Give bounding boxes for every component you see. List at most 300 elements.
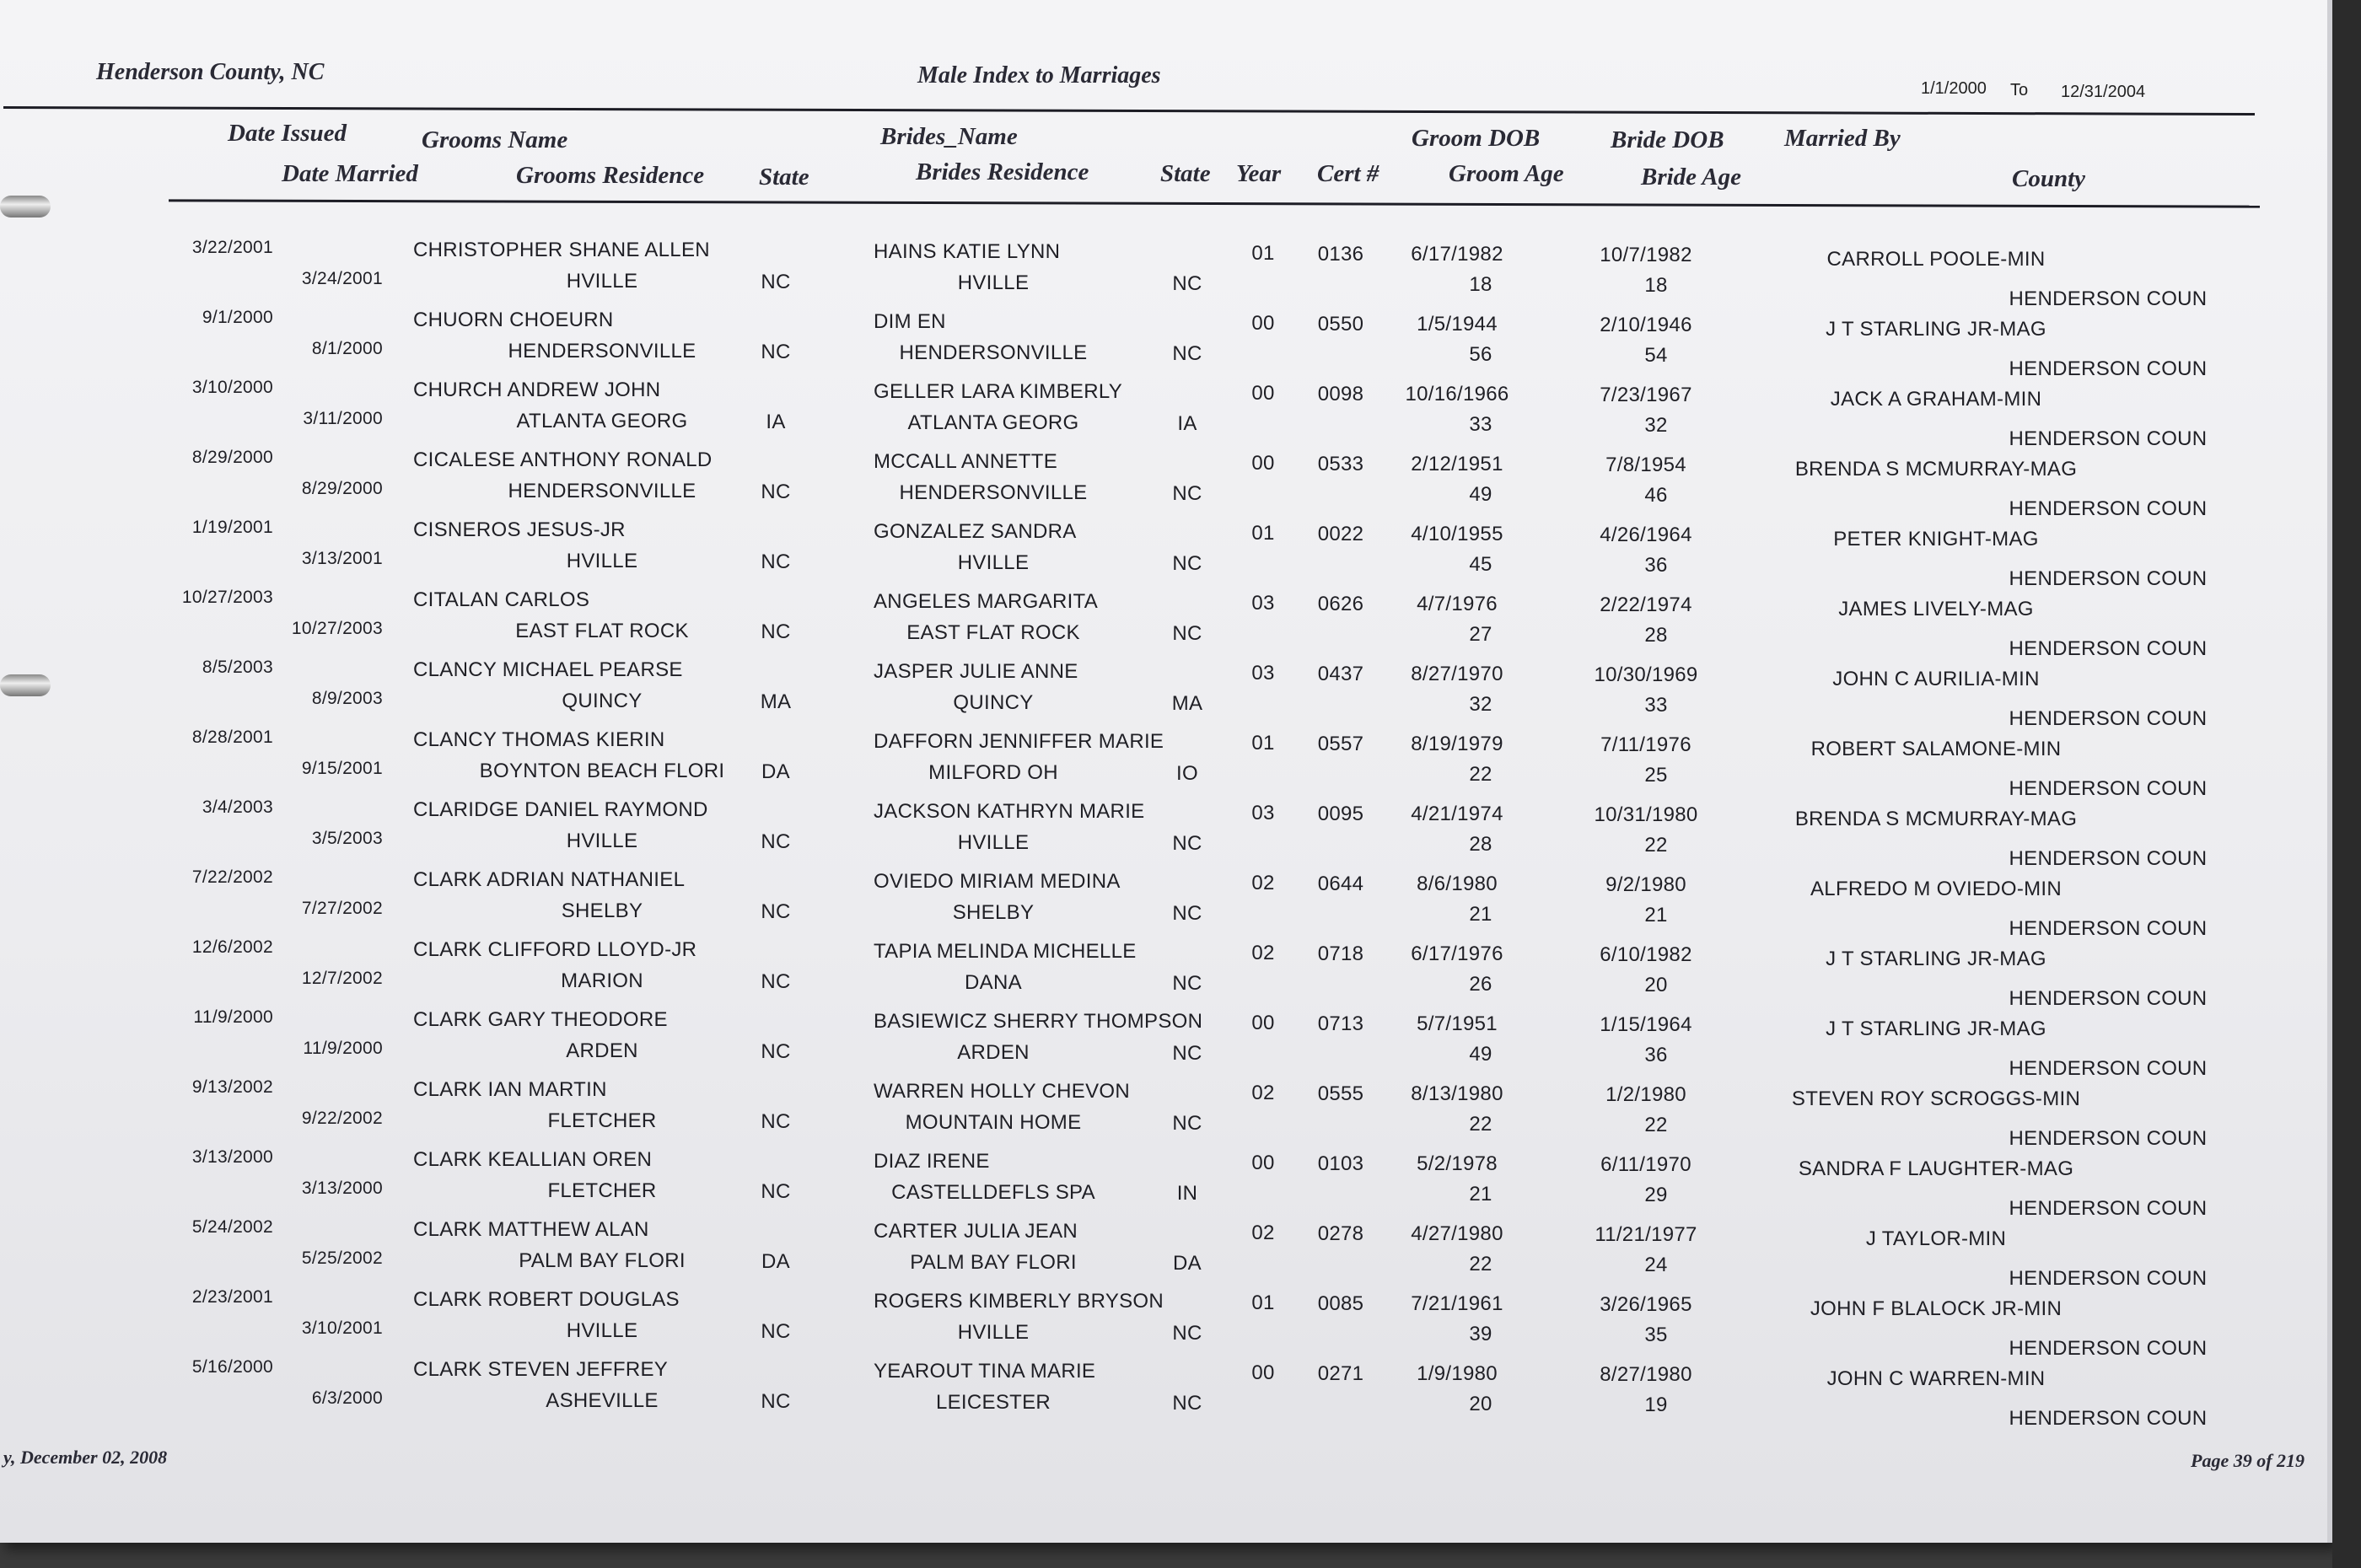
bride-residence: QUINCY [953,690,1034,714]
col-groom-dob: Groom DOB [1412,125,1541,152]
col-married-by: Married By [1784,125,1901,152]
date-issued: 5/16/2000 [191,1357,273,1377]
date-issued: 12/6/2002 [191,937,273,958]
groom-residence: ASHEVILLE [546,1389,659,1413]
bride-name: YEAROUT TINA MARIE [874,1360,1096,1383]
groom-dob: 4/7/1976 [1417,593,1498,616]
bride-age: 18 [1644,274,1668,298]
bride-state: NC [1172,621,1202,645]
bride-residence: HVILLE [957,1320,1030,1344]
bride-name: ANGELES MARGARITA [874,590,1099,614]
bride-residence: HENDERSONVILLE [899,341,1088,364]
groom-state: DA [761,1249,790,1273]
footer-page-number: Page 39 of 219 [2191,1450,2305,1471]
bride-name: JASPER JULIE ANNE [874,660,1078,684]
groom-residence: QUINCY [562,690,643,713]
date-issued: 8/5/2003 [202,658,273,678]
groom-dob: 8/13/1980 [1411,1082,1503,1106]
bride-dob: 8/27/1980 [1600,1363,1692,1386]
bride-name: WARREN HOLLY CHEVON [874,1080,1130,1104]
bride-age: 21 [1644,904,1668,927]
county: HENDERSON COUN [2009,567,2208,591]
year: 01 [1251,522,1275,545]
bride-dob: 7/11/1976 [1600,733,1691,756]
bride-dob: 9/2/1980 [1605,873,1686,896]
groom-state: NC [761,1389,791,1413]
groom-age: 39 [1469,1323,1492,1346]
groom-age: 49 [1469,483,1492,507]
groom-residence: HVILLE [566,830,638,853]
married-by: J T STARLING JR-MAG [1826,948,2046,971]
bride-residence: HENDERSONVILLE [899,481,1088,504]
groom-name: CLARK CLIFFORD LLOYD-JR [413,938,697,962]
bride-name: OVIEDO MIRIAM MEDINA [874,870,1121,894]
married-by: ROBERT SALAMONE-MIN [1810,738,2062,761]
cert-number: 0085 [1317,1291,1364,1315]
bride-state: NC [1172,481,1202,505]
groom-residence: SHELBY [561,899,643,923]
groom-state: NC [761,620,791,643]
col-bride-state: State [1160,160,1211,187]
bride-name: MCCALL ANNETTE [874,450,1058,474]
groom-state: NC [761,1179,791,1203]
date-issued: 8/29/2000 [191,448,273,468]
date-issued: 1/19/2001 [191,518,273,538]
year: 02 [1251,942,1275,965]
county: HENDERSON COUN [2009,497,2208,521]
col-grooms-name: Grooms Name [422,126,568,153]
groom-age: 22 [1469,1113,1492,1136]
groom-state: DA [761,760,790,783]
groom-residence: ARDEN [566,1039,638,1063]
married-by: JOHN C AURILIA-MIN [1832,668,2040,691]
groom-state: NC [761,480,791,503]
county: HENDERSON COUN [2009,427,2208,451]
groom-name: CLANCY THOMAS KIERIN [413,728,665,752]
married-by: J T STARLING JR-MAG [1826,318,2046,341]
bride-name: HAINS KATIE LYNN [874,240,1061,264]
married-by: JACK A GRAHAM-MIN [1830,388,2042,411]
bride-residence: ATLANTA GEORG [907,411,1079,434]
groom-dob: 7/21/1961 [1411,1292,1503,1316]
bride-dob: 10/31/1980 [1594,803,1698,826]
bride-state: IN [1176,1181,1198,1205]
cert-number: 0103 [1317,1152,1364,1175]
cert-number: 0098 [1317,382,1364,405]
col-cert: Cert # [1317,160,1379,187]
bride-state: IO [1176,761,1198,785]
bride-residence: MOUNTAIN HOME [905,1110,1082,1134]
bride-residence: EAST FLAT ROCK [906,620,1080,644]
year: 01 [1251,732,1275,755]
bride-state: IA [1177,411,1197,435]
date-married: 8/9/2003 [311,689,383,709]
bride-name: GELLER LARA KIMBERLY [874,380,1123,404]
groom-age: 21 [1469,903,1492,926]
year: 02 [1251,872,1275,895]
bride-state: NC [1172,831,1202,855]
groom-state: MA [760,690,792,713]
bride-dob: 1/15/1964 [1600,1013,1692,1036]
groom-residence: MARION [561,969,643,993]
bride-age: 25 [1644,764,1668,787]
date-married: 10/27/2003 [291,619,383,639]
groom-age: 18 [1469,273,1492,297]
date-married: 5/25/2002 [301,1248,383,1269]
date-married: 3/11/2000 [303,409,383,429]
bride-dob: 2/10/1946 [1600,314,1692,336]
bride-age: 24 [1644,1254,1668,1277]
married-by: JOHN C WARREN-MIN [1826,1367,2046,1391]
bride-name: CARTER JULIA JEAN [874,1220,1078,1243]
binder-ring [0,674,51,696]
bride-age: 20 [1644,974,1668,997]
groom-state: IA [766,410,786,433]
report-title: Male Index to Marriages [917,62,1161,89]
county: HENDERSON COUN [2009,707,2208,731]
groom-dob: 8/27/1970 [1411,663,1503,686]
col-bride-age: Bride Age [1641,164,1741,191]
married-by: ALFREDO M OVIEDO-MIN [1810,878,2063,901]
year: 00 [1251,452,1275,475]
groom-name: CISNEROS JESUS-JR [413,518,626,542]
married-by: JOHN F BLALOCK JR-MIN [1810,1297,2063,1321]
year: 01 [1251,242,1275,266]
groom-name: CLARK ROBERT DOUGLAS [413,1288,680,1312]
bride-age: 33 [1644,694,1668,717]
date-range-to-label: To [2010,81,2029,99]
cert-number: 0437 [1317,662,1364,685]
county: HENDERSON COUN [2009,1127,2208,1151]
year: 03 [1251,802,1275,825]
groom-age: 21 [1469,1183,1492,1206]
married-by: PETER KNIGHT-MAG [1833,528,2039,551]
county: HENDERSON COUN [2009,987,2208,1011]
footer-date: y, December 02, 2008 [3,1447,168,1468]
background-edge [2332,0,2361,1568]
married-by: J TAYLOR-MIN [1865,1227,2007,1251]
groom-residence: HENDERSONVILLE [508,340,696,363]
groom-dob: 1/9/1980 [1417,1362,1498,1386]
year: 02 [1251,1082,1275,1105]
groom-age: 20 [1469,1393,1492,1416]
bride-residence: SHELBY [952,900,1035,924]
year: 00 [1251,312,1275,336]
cert-number: 0550 [1317,312,1364,336]
groom-name: CLARK IAN MARTIN [413,1078,607,1102]
date-married: 12/7/2002 [301,969,383,989]
groom-name: CLARK STEVEN JEFFREY [413,1358,669,1382]
groom-dob: 6/17/1976 [1411,942,1503,966]
date-range-to: 12/31/2004 [2061,83,2146,101]
groom-name: CHURCH ANDREW JOHN [413,379,661,402]
county: HENDERSON COUN [2009,1407,2208,1431]
col-year: Year [1236,160,1282,187]
bride-state: NC [1172,1041,1202,1065]
groom-name: CLARIDGE DANIEL RAYMOND [413,798,708,822]
bride-dob: 4/26/1964 [1600,524,1692,546]
cert-number: 0555 [1317,1082,1364,1105]
cert-number: 0626 [1317,592,1364,615]
col-date-issued: Date Issued [228,120,347,147]
year: 00 [1251,382,1275,405]
groom-age: 45 [1469,553,1492,577]
date-issued: 3/13/2000 [191,1147,273,1168]
bride-dob: 10/7/1982 [1600,244,1692,266]
county: HENDERSON COUN [2009,287,2208,311]
groom-name: CLARK GARY THEODORE [413,1008,668,1032]
bride-age: 36 [1644,1044,1668,1067]
bride-name: ROGERS KIMBERLY BRYSON [874,1290,1164,1313]
groom-name: CHUORN CHOEURN [413,309,614,332]
groom-dob: 8/19/1979 [1411,733,1503,756]
groom-state: NC [761,270,791,293]
col-bride-dob: Bride DOB [1611,126,1724,153]
bride-state: NC [1172,1321,1202,1345]
date-issued: 5/24/2002 [191,1217,273,1238]
bride-name: JACKSON KATHRYN MARIE [874,800,1145,824]
bride-name: GONZALEZ SANDRA [874,520,1077,544]
groom-name: CLARK KEALLIAN OREN [413,1148,653,1172]
groom-state: NC [761,1039,791,1063]
date-issued: 2/23/2001 [191,1287,273,1308]
col-brides-residence: Brides Residence [916,158,1089,185]
groom-residence: PALM BAY FLORI [519,1249,686,1273]
date-married: 11/9/2000 [303,1039,383,1059]
groom-age: 33 [1469,413,1492,437]
county: HENDERSON COUN [2009,637,2208,661]
groom-age: 56 [1469,343,1492,367]
bride-age: 54 [1644,344,1668,368]
cert-number: 0095 [1317,802,1364,825]
bride-dob: 7/23/1967 [1600,384,1692,406]
date-married: 3/10/2001 [301,1318,383,1339]
year: 02 [1251,1222,1275,1245]
date-married: 9/15/2001 [301,759,383,779]
date-issued: 8/28/2001 [191,728,273,748]
bride-dob: 11/21/1977 [1595,1223,1697,1246]
bride-age: 22 [1644,834,1668,857]
bride-name: TAPIA MELINDA MICHELLE [874,940,1137,964]
groom-dob: 2/12/1951 [1411,453,1503,476]
date-married: 3/13/2000 [301,1179,383,1199]
bride-age: 35 [1644,1324,1668,1347]
groom-residence: BOYNTON BEACH FLORI [479,760,725,783]
cert-number: 0278 [1317,1222,1364,1245]
groom-state: NC [761,550,791,573]
bride-residence: PALM BAY FLORI [910,1250,1077,1274]
groom-state: NC [761,899,791,923]
bride-dob: 2/22/1974 [1600,593,1692,616]
cert-number: 0644 [1317,872,1364,895]
groom-residence: ATLANTA GEORG [516,410,688,433]
county-heading: Henderson County, NC [96,59,325,85]
county: HENDERSON COUN [2009,777,2208,801]
groom-age: 22 [1469,763,1492,787]
groom-residence: HVILLE [566,270,638,293]
year: 01 [1251,1291,1275,1315]
bride-state: NC [1172,901,1202,925]
groom-age: 49 [1469,1043,1492,1066]
groom-dob: 4/21/1974 [1411,803,1503,826]
bride-name: DIM EN [874,310,946,334]
groom-dob: 5/7/1951 [1417,1012,1498,1036]
groom-dob: 4/27/1980 [1411,1222,1503,1246]
bride-state: MA [1171,691,1203,715]
bride-age: 36 [1644,554,1668,577]
groom-residence: HENDERSONVILLE [508,480,696,503]
groom-dob: 4/10/1955 [1411,523,1503,546]
married-by: J T STARLING JR-MAG [1826,1018,2046,1041]
groom-state: NC [761,830,791,853]
groom-dob: 5/2/1978 [1417,1152,1498,1176]
bride-residence: ARDEN [957,1040,1030,1064]
groom-name: CLANCY MICHAEL PEARSE [413,658,683,682]
date-married: 7/27/2002 [301,899,383,919]
bride-state: NC [1172,551,1202,575]
date-issued: 3/22/2001 [191,238,273,258]
header-rule-top [3,106,2255,115]
bride-residence: LEICESTER [935,1390,1051,1414]
groom-dob: 1/5/1944 [1417,313,1498,336]
bride-state: NC [1172,341,1202,365]
bride-state: NC [1172,1111,1202,1135]
date-issued: 10/27/2003 [181,588,273,608]
bride-residence: CASTELLDEFLS SPA [891,1180,1095,1204]
year: 03 [1251,592,1275,615]
groom-name: CICALESE ANTHONY RONALD [413,448,713,472]
bride-residence: MILFORD OH [928,760,1058,784]
binder-ring [0,196,51,217]
bride-state: NC [1172,971,1202,995]
bride-dob: 1/2/1980 [1605,1083,1686,1106]
date-issued: 7/22/2002 [191,867,273,888]
county: HENDERSON COUN [2009,1057,2208,1081]
groom-state: NC [761,340,791,363]
bride-name: DIAZ IRENE [874,1150,990,1173]
bride-name: BASIEWICZ SHERRY THOMPSON [874,1010,1203,1034]
year: 00 [1251,1152,1275,1175]
married-by: BRENDA S MCMURRAY-MAG [1794,458,2078,481]
groom-age: 27 [1469,623,1492,647]
cert-number: 0533 [1317,452,1364,475]
bride-residence: HVILLE [957,550,1030,574]
col-county: County [2012,165,2086,192]
bride-dob: 3/26/1965 [1600,1293,1692,1316]
groom-name: CLARK MATTHEW ALAN [413,1218,649,1242]
county: HENDERSON COUN [2009,917,2208,941]
groom-age: 22 [1469,1253,1492,1276]
bride-dob: 6/11/1970 [1600,1153,1691,1176]
date-married: 6/3/2000 [311,1388,383,1409]
bride-state: DA [1173,1251,1202,1275]
header-rule-bottom [169,199,2260,207]
county: HENDERSON COUN [2009,357,2208,381]
groom-name: CHRISTOPHER SHANE ALLEN [413,239,710,262]
cert-number: 0718 [1317,942,1364,965]
bride-dob: 10/30/1969 [1594,663,1698,686]
date-married: 9/22/2002 [301,1109,383,1129]
date-issued: 3/10/2000 [191,378,273,398]
groom-residence: HVILLE [566,550,638,573]
married-by: JAMES LIVELY-MAG [1838,598,2034,621]
groom-residence: FLETCHER [547,1179,657,1203]
groom-dob: 10/16/1966 [1405,383,1509,406]
county: HENDERSON COUN [2009,1197,2208,1221]
date-issued: 9/1/2000 [202,308,273,328]
cert-number: 0022 [1317,522,1364,545]
bride-residence: HVILLE [957,271,1030,294]
date-range-from: 1/1/2000 [1921,79,1987,98]
bride-age: 29 [1644,1184,1668,1207]
col-groom-age: Groom Age [1449,160,1564,187]
groom-age: 28 [1469,833,1492,856]
bride-state: NC [1172,1391,1202,1415]
date-issued: 9/13/2002 [191,1077,273,1098]
date-married: 8/29/2000 [301,479,383,499]
cert-number: 0136 [1317,242,1364,266]
bride-dob: 6/10/1982 [1600,943,1692,966]
groom-dob: 8/6/1980 [1417,873,1498,896]
col-brides-name: Brides_Name [880,123,1018,150]
groom-residence: HVILLE [566,1319,638,1343]
married-by: CARROLL POOLE-MIN [1826,248,2046,271]
date-married: 8/1/2000 [311,339,383,359]
bride-age: 32 [1644,414,1668,438]
married-by: SANDRA F LAUGHTER-MAG [1798,1157,2074,1181]
cert-number: 0271 [1317,1361,1364,1385]
county: HENDERSON COUN [2009,1337,2208,1361]
groom-state: NC [761,1109,791,1133]
year: 00 [1251,1012,1275,1035]
groom-name: CLARK ADRIAN NATHANIEL [413,868,686,892]
date-married: 3/5/2003 [311,829,383,849]
bride-residence: DANA [965,970,1022,994]
bride-state: NC [1172,271,1202,295]
cert-number: 0557 [1317,732,1364,755]
groom-dob: 6/17/1982 [1411,243,1503,266]
date-issued: 11/9/2000 [193,1007,273,1028]
groom-residence: FLETCHER [547,1109,657,1133]
groom-age: 32 [1469,693,1492,717]
cert-number: 0713 [1317,1012,1364,1035]
bride-name: DAFFORN JENNIFFER MARIE [874,730,1164,754]
county: HENDERSON COUN [2009,1267,2208,1291]
year: 00 [1251,1361,1275,1385]
bride-age: 28 [1644,624,1668,647]
married-by: BRENDA S MCMURRAY-MAG [1794,808,2078,831]
col-grooms-residence: Grooms Residence [516,162,705,189]
groom-state: NC [761,969,791,993]
groom-name: CITALAN CARLOS [413,588,590,612]
groom-residence: EAST FLAT ROCK [515,620,689,643]
col-date-married: Date Married [282,160,418,187]
date-married: 3/24/2001 [301,269,383,289]
groom-age: 26 [1469,973,1492,996]
groom-state: NC [761,1319,791,1343]
year: 03 [1251,662,1275,685]
married-by: STEVEN ROY SCROGGS-MIN [1791,1087,2081,1111]
county: HENDERSON COUN [2009,847,2208,871]
bride-age: 19 [1644,1393,1668,1417]
col-groom-state: State [759,164,809,191]
bride-age: 46 [1644,484,1668,507]
bride-residence: HVILLE [957,830,1030,854]
bride-age: 22 [1644,1114,1668,1137]
bride-dob: 7/8/1954 [1605,454,1686,476]
date-issued: 3/4/2003 [202,797,273,818]
date-married: 3/13/2001 [301,549,383,569]
